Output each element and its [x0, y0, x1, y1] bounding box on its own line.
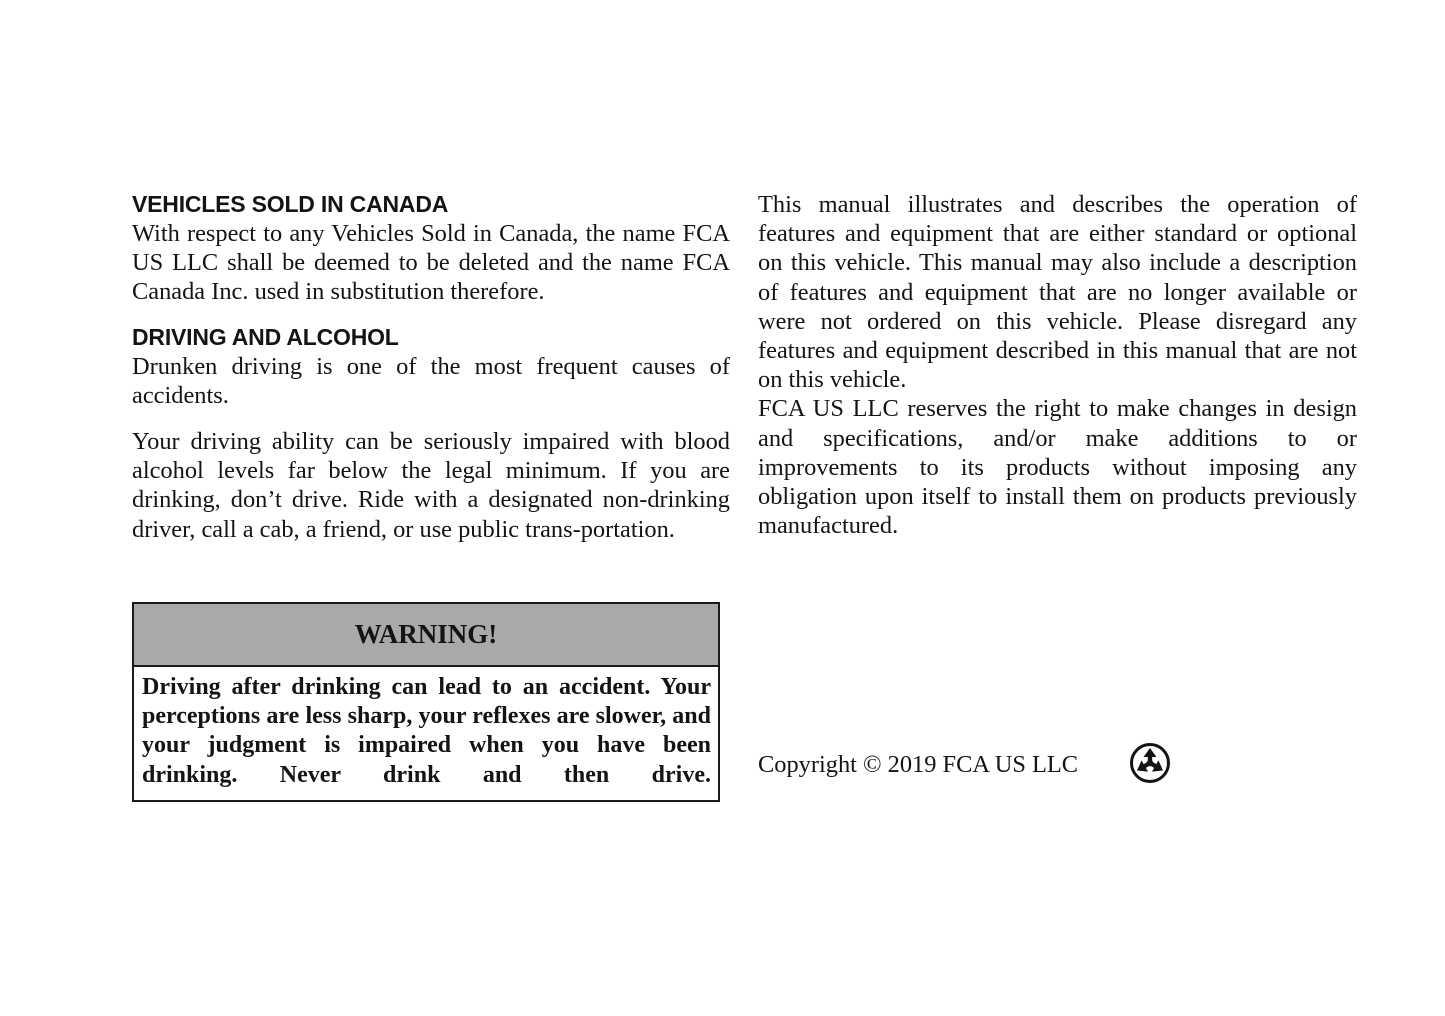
- paragraph-reserves-right: FCA US LLC reserves the right to make changes in design and specifications, and/or make additions to or improvements to its products without imposing any obligation upon itself to install them on products previously manufactured.: [758, 395, 1357, 540]
- heading-vehicles-sold-in-canada: VEHICLES SOLD IN CANADA: [132, 191, 449, 217]
- left-column: [132, 190, 730, 544]
- paragraph-manual-description: This manual illustrates and describes the operation of features and equipment that are either standard or optional on this vehicle. This manual may also include a description of features and equipment that are no longer available or were not ordered on this vehicle. Please disregard any features and equipment described in this manual that are not on this vehicle.: [758, 191, 1357, 394]
- warning-box: [132, 602, 720, 802]
- copyright-row: [758, 745, 1078, 783]
- warning-text: Driving after drinking can lead to an accident. Your perceptions are less sharp, your reflexes are slower, and your judgment is impaired when you have been drinking. Never drink and then drive.: [142, 674, 711, 788]
- copyright-text: Copyright © 2019 FCA US LLC: [758, 750, 1079, 778]
- heading-driving-and-alcohol: DRIVING AND ALCOHOL: [132, 323, 399, 350]
- recycle-icon: [1129, 742, 1171, 784]
- paragraph-drunken-driving: Drunken driving is one of the most frequent causes of accidents.: [132, 352, 730, 409]
- paragraph-driving-ability: Your driving ability can be seriously impaired with blood alcohol levels far below the legal minimum. If you are drinking, don’t drive. Ride with a designated non-drinking driver, call a cab, a friend, or use public trans-portation.: [132, 428, 730, 543]
- paragraph-vehicles-sold-in-canada: With respect to any Vehicles Sold in Canada, the name FCA US LLC shall be deemed to be deleted and the name FCA Canada Inc. used in substitution therefore.: [132, 220, 730, 306]
- right-column: [758, 190, 1357, 540]
- warning-title: WARNING!: [134, 604, 718, 667]
